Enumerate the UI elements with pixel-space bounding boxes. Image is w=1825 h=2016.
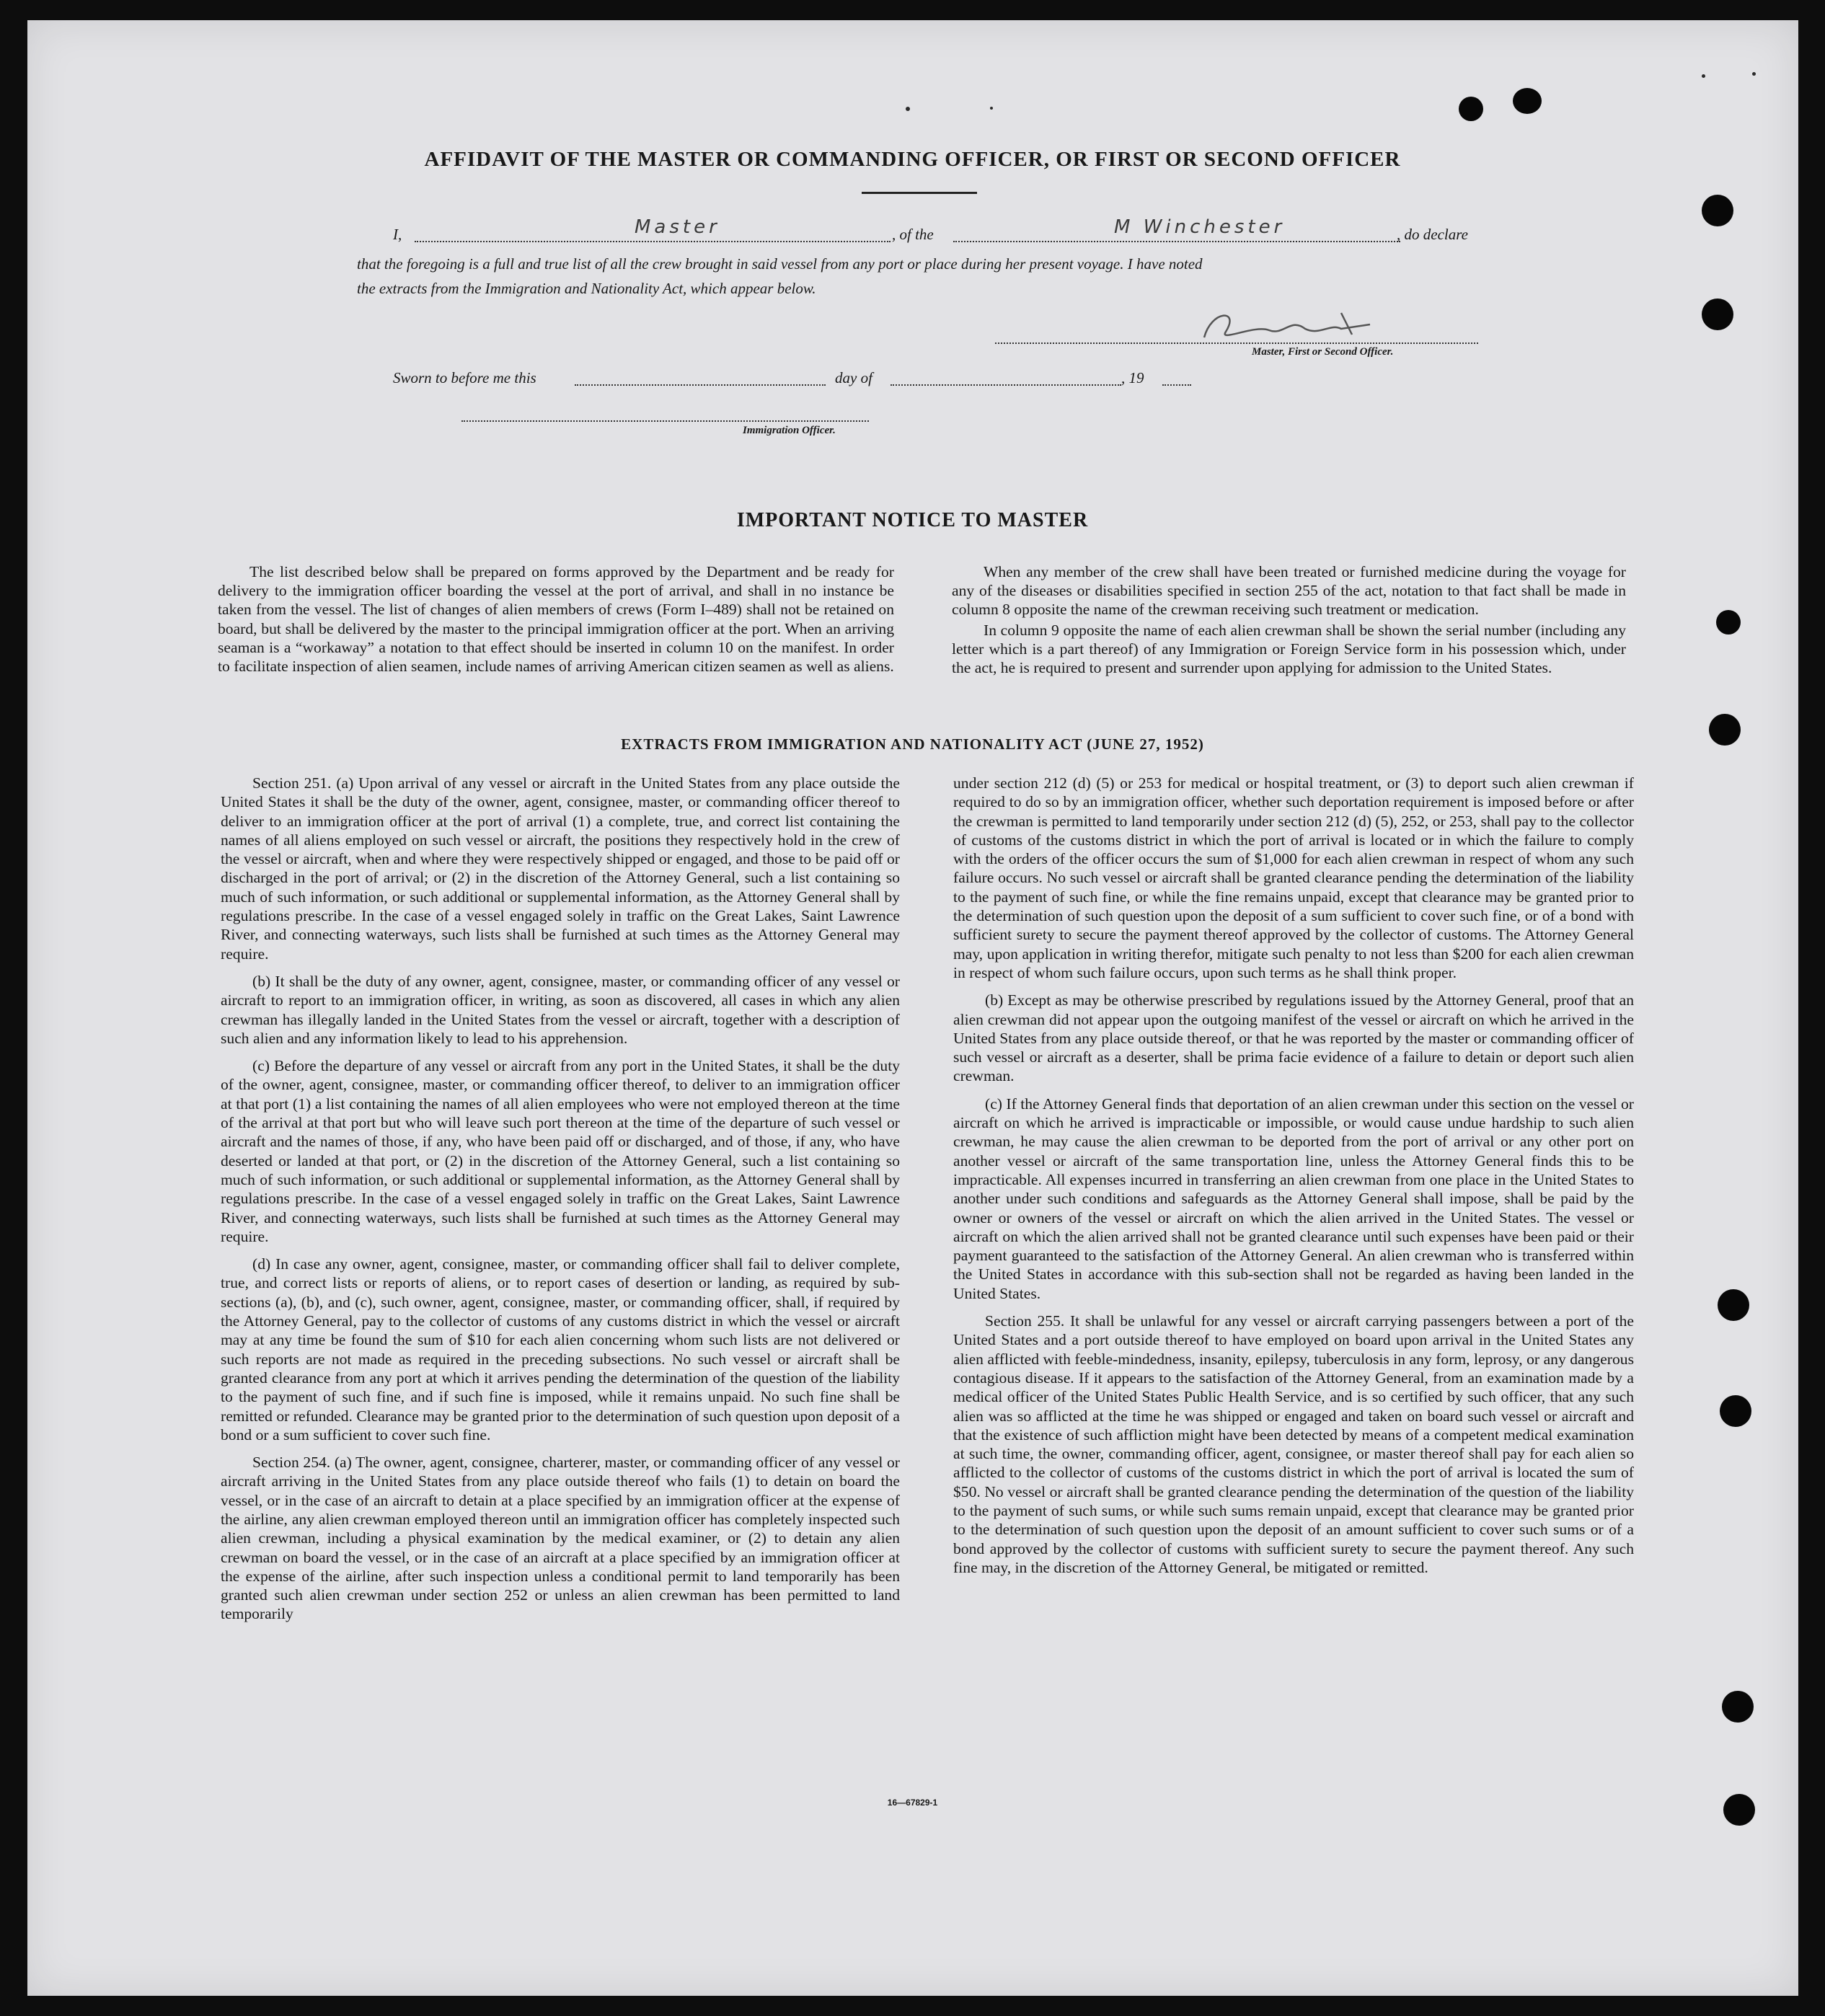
declaration-line-2: the extracts from the Immigration and Nationality Act, which appear below. [357, 280, 816, 297]
officer-line [461, 420, 869, 422]
year-label: , 19 [1121, 369, 1144, 386]
title-divider [862, 192, 977, 194]
punch-hole [1702, 195, 1733, 226]
sworn-label: Sworn to before me this [393, 369, 536, 386]
handwritten-vessel: M Winchester [1114, 216, 1286, 238]
ink-speck [1702, 74, 1705, 78]
name-line [415, 241, 891, 242]
do-declare-label: , do declare [1397, 226, 1468, 243]
section-251a: Section 251. (a) Upon arrival of any vessel or aircraft in the United States from any place outside the United States it shall be the duty of the owner, agent, consignee, master, or commanding officer thereof to deliver to an immigration officer at the port of arrival (1) a complete, true, and correct list containing the names of all aliens employed on such vessel or aircraft, the positions they respectively hold in the crew of the vessel or aircraft, when and where they were respectively shipped or engaged, and those to be paid off or discharged in the port of arrival; or (2) in the discretion of the Attorney General, such a list containing so much of such information, or such additional or supplemental information, as the Attorney General shall by regulations prescribe. In the case of a vessel engaged solely in traffic on the Great Lakes, Saint Lawrence River, and connecting waterways, such lists shall be furnished at such times as the Attorney General may require. [221, 774, 900, 963]
day-of-label: day of [835, 369, 872, 386]
ink-speck [990, 107, 993, 110]
extracts-left-column [221, 774, 900, 1632]
year-line [1162, 384, 1191, 386]
affidavit-title: AFFIDAVIT OF THE MASTER OR COMMANDING OFFICER, OR FIRST OR SECOND OFFICER [424, 148, 1401, 171]
punch-hole [1722, 1691, 1754, 1723]
signature-line [995, 342, 1478, 344]
of-the-label: , of the [892, 226, 934, 243]
punch-hole [1459, 97, 1483, 121]
punch-hole [1718, 1289, 1749, 1321]
section-255: Section 255. It shall be unlawful for any vessel or aircraft carrying passengers between a port of the United States and a port outside thereof to have employed on board upon arrival in the United States any alien afflicted with feeble-mindedness, insanity, epilepsy, tuberculosis in any form, leprosy, or any dangerous contagious disease. If it appears to the satisfaction of the Attorney General, from an examination made by a medical officer of the United States Public Health Service, and is so certified by such officer, that any such alien was so afflicted at the time he was shipped or engaged and taken on board such vessel or aircraft and that the existence of such affliction might have been detected by means of a competent medical examination at such time, the owner, commanding officer, agent, consignee, or master thereof shall pay for each alien so afflicted to the collector of customs of the customs district in which the port of arrival is located the sum of $50. No vessel or aircraft shall be granted clearance pending the determination of the question of the liability to the payment of such sums, or while such sums remain unpaid, except that clearance may be granted prior to the determination of such question upon the deposit of an amount sufficient to cover such sums or of a bond approved by the collector of customs with sufficient surety to secure the payment thereof. Any such fine may, in the discretion of the Attorney General, be mitigated or remitted. [953, 1312, 1634, 1576]
handwritten-signature [1197, 303, 1413, 346]
notice-title: IMPORTANT NOTICE TO MASTER [736, 509, 1089, 531]
notice-right-paragraph-1: When any member of the crew shall have been treated or furnished medicine during the voyage for any of the diseases or disabilities specified in section 255 of the act, notation to that fact shall be made in column 8 opposite the name of the crewman receiving such treatment or medication. [952, 563, 1626, 619]
form-code: 16—67829-1 [887, 1798, 938, 1808]
ink-speck [1752, 72, 1756, 76]
section-254a: Section 254. (a) The owner, agent, consignee, charterer, master, or commanding officer of any vessel or aircraft arriving in the United States from any place outside thereof who fails (1) to detain on board the vessel, or in the case of an aircraft to detain at a place specified by an immigration officer at the expense of the airline, any alien crewman employed thereon until an immigration officer has completely inspected such alien crewman, including a physical examination by the medical examiner, or (2) to detain any alien crewman on board the vessel, or in the case of an aircraft at a place specified by an immigration officer at the expense of the airline, after such inspection unless a conditional permit to land temporarily has been granted such alien crewman under section 252 or unless an alien crewman has been permitted to land temporarily [221, 1454, 900, 1623]
notice-left-column [218, 562, 894, 677]
extracts-title: EXTRACTS FROM IMMIGRATION AND NATIONALITY ACT (JUNE 27, 1952) [621, 735, 1204, 753]
month-line [891, 384, 1121, 386]
punch-hole [1716, 610, 1741, 635]
i-label: I, [393, 226, 402, 243]
section-251b: (b) It shall be the duty of any owner, agent, consignee, master, or commanding officer of any vessel or aircraft to report to an immigration officer, in writing, as soon as discovered, all cases in which any alien crewman has illegally landed in the United States from the vessel or aircraft, together with a description of such alien and any information likely to lead to his apprehension. [221, 972, 900, 1047]
sworn-day-line [575, 384, 826, 386]
declaration-line-1: that the foregoing is a full and true list of all the crew brought in said vessel from any port or place during her present voyage. I have noted [357, 255, 1203, 273]
punch-hole [1702, 299, 1733, 330]
punch-hole [1513, 88, 1542, 114]
notice-left-paragraph: The list described below shall be prepared on forms approved by the Department and be ready for delivery to the immigration officer boarding the vessel at the port of arrival, and shall in no instance be taken from the vessel. The list of changes of alien members of crews (Form I–489) shall not be retained on board, but shall be delivered by the master to the principal immigration officer at the port. When an arriving seaman is a “workaway” a notation to that effect should be inserted in column 10 on the manifest. In order to facilitate inspection of alien seamen, include names of arriving American citizen seamen as well as aliens. [218, 563, 894, 676]
section-254c: (c) If the Attorney General finds that deportation of an alien crewman under this section on the vessel or aircraft on which he arrived is impracticable or impossible, or would cause undue hardship to such alien crewman, he may cause the alien crewman to be deported from the port of arrival or any other port on another vessel or aircraft of the same transportation line, unless the Attorney General finds this to be impracticable. All expenses incurred in transferring an alien crewman from one place in the United States to another under such conditions and safeguards as the Attorney General shall impose, shall be paid by the owner or owners of the vessel or aircraft on which the alien arrived in the United States. The vessel or aircraft on which the alien arrived shall not be granted clearance until such expenses have been paid or their payment guaranteed to the satisfaction of the Attorney General. An alien crewman who is transferred within the United States in accordance with this sub-section shall not be regarded as having been landed in the United States. [953, 1095, 1634, 1302]
punch-hole [1720, 1395, 1751, 1427]
notice-right-column [952, 562, 1626, 678]
signature-caption: Master, First or Second Officer. [1252, 346, 1394, 358]
section-251c: (c) Before the departure of any vessel or aircraft from any port in the United States, it shall be the duty of the owner, agent, consignee, master, or commanding officer thereof, to deliver to an immigration officer at that port (1) a list containing the names of all alien employees who were not employed thereon at the time of the arrival at that port but who will leave such port thereon at the time of the departure of such vessel or aircraft and the names of those, if any, who have been paid off or discharged, and of those, if any, who have deserted or landed at that port, or (2) in the discretion of the Attorney General, such a list containing so much of such information, or such additional or supplemental information, as the Attorney General shall by regulations prescribe. In the case of a vessel engaged solely in traffic on the Great Lakes, Saint Lawrence River, and connecting waterways, such lists shall be furnished at such times as the Attorney General may require. [221, 1057, 900, 1245]
section-251d: (d) In case any owner, agent, consignee, master, or commanding officer shall fail to deliver complete, true, and correct lists or reports of aliens, or to report cases of desertion or landing, as required by sub-sections (a), (b), and (c), such owner, agent, consignee, master, or commanding officer, shall, if required by the Attorney General, pay to the collector of customs of any customs district in which the vessel or aircraft may at any time be found the sum of $10 for each alien concerning whom such lists are not delivered or such reports are not made as required in the preceding subsections. No such vessel or aircraft shall be granted clearance from any port at which it arrives pending the determination of the question of the liability to the payment of such fine, and if such fine is imposed, while it remains unpaid. No such fine shall be remitted or refunded. Clearance may be granted prior to the determination of such question upon deposit of a bond or a sum sufficient to cover such fine. [221, 1255, 900, 1444]
vessel-line [953, 241, 1400, 242]
section-254a-continued: under section 212 (d) (5) or 253 for medical or hospital treatment, or (3) to deport such alien crewman if required to do so by an immigration officer, whether such deportation requirement is imposed before or after the crewman is permitted to land temporarily under section 212 (d) (5), 252, or 253, shall pay to the collector of customs of the customs district in which the port of arrival is located or in which the failure to comply with the orders of the officer occurs the sum of $1,000 for each alien crewman in respect of whom any such failure occurs. No such vessel or aircraft shall be granted clearance pending the determination of the liability to the payment of such fine, or while the fine remains unpaid, except that clearance may be granted prior to the determination of such question upon the deposit of a sum sufficient to cover such fine, or of a bond with sufficient surety to secure the payment thereof approved by the collector of customs. The Attorney General may, upon application in writing therefor, mitigate such penalty to not less than $200 for each alien crewman in respect of whom such failure occurs, upon such terms as he shall think proper. [953, 774, 1634, 981]
notice-right-paragraph-2: In column 9 opposite the name of each alien crewman shall be shown the serial number (including any letter which is a part thereof) of any Immigration or Foreign Service form in his possession which, under the act, he is required to present and surrender upon applying for admission to the United States. [952, 621, 1626, 677]
handwritten-name: Master [635, 216, 720, 238]
ink-speck [906, 107, 910, 111]
officer-caption: Immigration Officer. [743, 425, 836, 436]
section-254b: (b) Except as may be otherwise prescribed by regulations issued by the Attorney General, proof that an alien crewman did not appear upon the outgoing manifest of the vessel or aircraft on which he arrived in the United States from any place outside thereof, or that he was reported by the master or commanding officer of such vessel or aircraft as a deserter, shall be prima facie evidence of a failure to detain or deport such alien crewman. [953, 991, 1634, 1085]
extracts-right-column [953, 774, 1634, 1586]
